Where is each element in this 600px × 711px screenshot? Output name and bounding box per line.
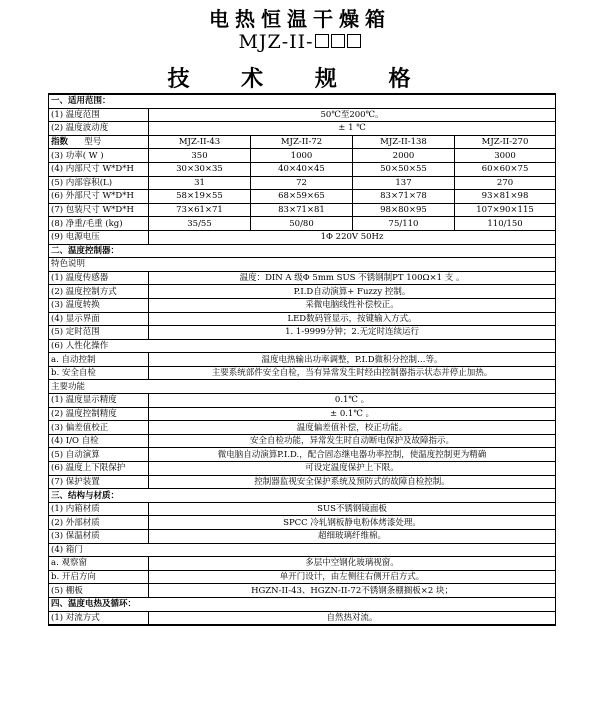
row-value: 控制器监视安全保护系统及预防式的故障自检控制。 — [149, 475, 556, 489]
row-value: 多层中空钢化玻璃视窗。 — [149, 557, 556, 571]
cell: 2000 — [353, 149, 455, 163]
cell: 40×40×45 — [251, 162, 353, 176]
table-row — [49, 135, 556, 149]
table-row — [49, 353, 556, 367]
row-label: (3) 偏差值校正 — [49, 421, 149, 435]
row-label: a. 自动控制 — [49, 353, 149, 367]
placeholder-box — [331, 34, 345, 48]
row-label: (5) 内部容积(L) — [49, 176, 149, 190]
row-label: b. 安全自检 — [49, 366, 149, 380]
table-row — [49, 149, 556, 163]
row-value: P.I.D自动演算+ Fuzzy 控制。 — [149, 285, 556, 299]
table-row — [49, 570, 556, 584]
row-value: HGZN-II-43、HGZN-II-72不锈钢条棚搁板×2 块； — [149, 584, 556, 598]
table-row — [49, 557, 556, 571]
row-label: (9) 电源电压 — [49, 230, 149, 244]
row-label: (8) 净重/毛重 (kg) — [49, 217, 149, 231]
row-value: 采微电脑线性补偿校正。 — [149, 298, 556, 312]
cell: 107×90×115 — [455, 203, 556, 217]
table-row — [49, 475, 556, 489]
row-value: ± 0.1℃ 。 — [149, 407, 556, 421]
section-scope: 一、适用范围： — [49, 94, 556, 108]
table-row — [49, 190, 556, 204]
row-label: (5) 定时范围 — [49, 326, 149, 340]
table-row — [49, 162, 556, 176]
table-row — [49, 543, 556, 557]
row-label: (7) 保护装置 — [49, 475, 149, 489]
index-label: 指数 — [51, 137, 69, 148]
cell: 270 — [455, 176, 556, 190]
subsection-main-functions: 主要功能 — [49, 380, 556, 394]
row-label: (4) 显示界面 — [49, 312, 149, 326]
row-label: (3) 保温材质 — [49, 530, 149, 544]
row-label: (1) 温度范围 — [49, 108, 149, 122]
model-name: MJZ-II-138 — [353, 135, 455, 149]
row-label: (3) 功率( W ) — [49, 149, 149, 163]
table-row — [49, 339, 556, 353]
cell: 110/150 — [455, 217, 556, 231]
row-label: (1) 温度显示精度 — [49, 394, 149, 408]
model-name: MJZ-II-43 — [149, 135, 251, 149]
table-row — [49, 448, 556, 462]
spec-table — [48, 93, 556, 626]
row-label: (4) I/O 自检 — [49, 434, 149, 448]
row-label: (2) 温度波动度 — [49, 122, 149, 136]
row-label: (6) 外部尺寸 W*D*H — [49, 190, 149, 204]
row-label: (1) 内箱材质 — [49, 502, 149, 516]
row-label: (5) 棚板 — [49, 584, 149, 598]
cell: 50×50×55 — [353, 162, 455, 176]
row-label: (7) 包装尺寸 W*D*H — [49, 203, 149, 217]
model-prefix: MJZ-II- — [238, 31, 314, 53]
cell: 83×71×81 — [251, 203, 353, 217]
cell: 350 — [149, 149, 251, 163]
models-header-label — [49, 135, 149, 149]
row-value: ± 1 ℃ — [149, 122, 556, 136]
row-value: LED数码管显示，按键输入方式。 — [149, 312, 556, 326]
table-row — [49, 230, 556, 244]
cell: 60×60×75 — [455, 162, 556, 176]
cell: 68×59×65 — [251, 190, 353, 204]
row-label: (2) 外部材质 — [49, 516, 149, 530]
table-row — [49, 462, 556, 476]
table-row — [49, 326, 556, 340]
cell: 35/55 — [149, 217, 251, 231]
row-label: (1) 对流方式 — [49, 611, 149, 625]
row-label: (2) 温度控制方式 — [49, 285, 149, 299]
cell: 137 — [353, 176, 455, 190]
model-label: 型号 — [84, 137, 102, 148]
cell: 73×61×71 — [149, 203, 251, 217]
row-label: b. 开启方向 — [49, 570, 149, 584]
table-row — [49, 176, 556, 190]
row-value: 安全自检功能，异常发生时自动断电保护及故障指示。 — [149, 434, 556, 448]
model-number — [0, 31, 600, 53]
row-label: (3) 温度转换 — [49, 298, 149, 312]
spec-heading: 技 术 规 格 — [167, 66, 433, 92]
placeholder-box — [315, 34, 329, 48]
subsection-features: 特色说明 — [49, 258, 556, 272]
table-row — [49, 366, 556, 380]
cell: 98×80×95 — [353, 203, 455, 217]
table-row — [49, 530, 556, 544]
table-row — [49, 611, 556, 625]
row-label: a. 观察窗 — [49, 557, 149, 571]
cell: 30×30×35 — [149, 162, 251, 176]
row-value: 0.1℃ 。 — [149, 394, 556, 408]
cell: 93×81×98 — [455, 190, 556, 204]
cell: 75/110 — [353, 217, 455, 231]
table-row — [49, 271, 556, 285]
row-value: 主要系统部件安全自检，当有异常发生时经由控制器指示状态并停止加热。 — [149, 366, 556, 380]
row-label: (2) 温度控制精度 — [49, 407, 149, 421]
row-label: (1) 温度传感器 — [49, 271, 149, 285]
table-row — [49, 217, 556, 231]
row-label: (5) 自动演算 — [49, 448, 149, 462]
cell: 31 — [149, 176, 251, 190]
model-name: MJZ-II-270 — [455, 135, 556, 149]
document-title: 电热恒温干燥箱 — [209, 7, 391, 31]
table-row — [49, 122, 556, 136]
table-row — [49, 394, 556, 408]
cell: 72 — [251, 176, 353, 190]
row-value: 可设定温度保护上下限。 — [149, 462, 556, 476]
section-controller: 二、温度控制器： — [49, 244, 556, 258]
row-label: (6) 温度上下限保护 — [49, 462, 149, 476]
section-structure: 三、结构与材质： — [49, 489, 556, 503]
table-row — [49, 312, 556, 326]
cell: 83×71×78 — [353, 190, 455, 204]
row-value: SPCC 冷轧钢板静电粉体烤漆处理。 — [149, 516, 556, 530]
placeholder-box — [347, 34, 361, 48]
row-label: (4) 箱门 — [49, 543, 556, 557]
table-row — [49, 407, 556, 421]
row-value: 自然热对流。 — [149, 611, 556, 625]
row-value: 50℃至200℃。 — [149, 108, 556, 122]
cell: 1000 — [251, 149, 353, 163]
row-value: 温度偏差值补偿，校正功能。 — [149, 421, 556, 435]
section-heating: 四、温度电热及循环： — [49, 597, 556, 611]
table-row — [49, 434, 556, 448]
row-value: 微电脑自动演算P.I.D.，配合固态继电器功率控制，使温度控制更为精确 — [149, 448, 556, 462]
table-row — [49, 285, 556, 299]
row-value: 1. 1-9999分钟；2.无定时连续运行 — [149, 326, 556, 340]
cell: 58×19×55 — [149, 190, 251, 204]
row-label: (6) 人性化操作 — [49, 339, 556, 353]
row-value: 温度：DIN A 级Φ 5mm SUS 不锈钢制PT 100Ω×1 支 。 — [149, 271, 556, 285]
table-row — [49, 516, 556, 530]
row-value: 单开门设计，由左侧往右侧开启方式。 — [149, 570, 556, 584]
cell: 3000 — [455, 149, 556, 163]
row-value: 温度电热输出功率调整，P.I.D微积分控制…等。 — [149, 353, 556, 367]
row-label: (4) 内部尺寸 W*D*H — [49, 162, 149, 176]
model-name: MJZ-II-72 — [251, 135, 353, 149]
row-value: SUS不锈钢镜面板 — [149, 502, 556, 516]
table-row — [49, 584, 556, 598]
row-value: 超细玻璃纤维棉。 — [149, 530, 556, 544]
table-row — [49, 203, 556, 217]
table-row — [49, 502, 556, 516]
row-value: 1Φ 220V 50Hz — [149, 230, 556, 244]
table-row — [49, 298, 556, 312]
cell: 50/80 — [251, 217, 353, 231]
table-row — [49, 108, 556, 122]
table-row — [49, 421, 556, 435]
